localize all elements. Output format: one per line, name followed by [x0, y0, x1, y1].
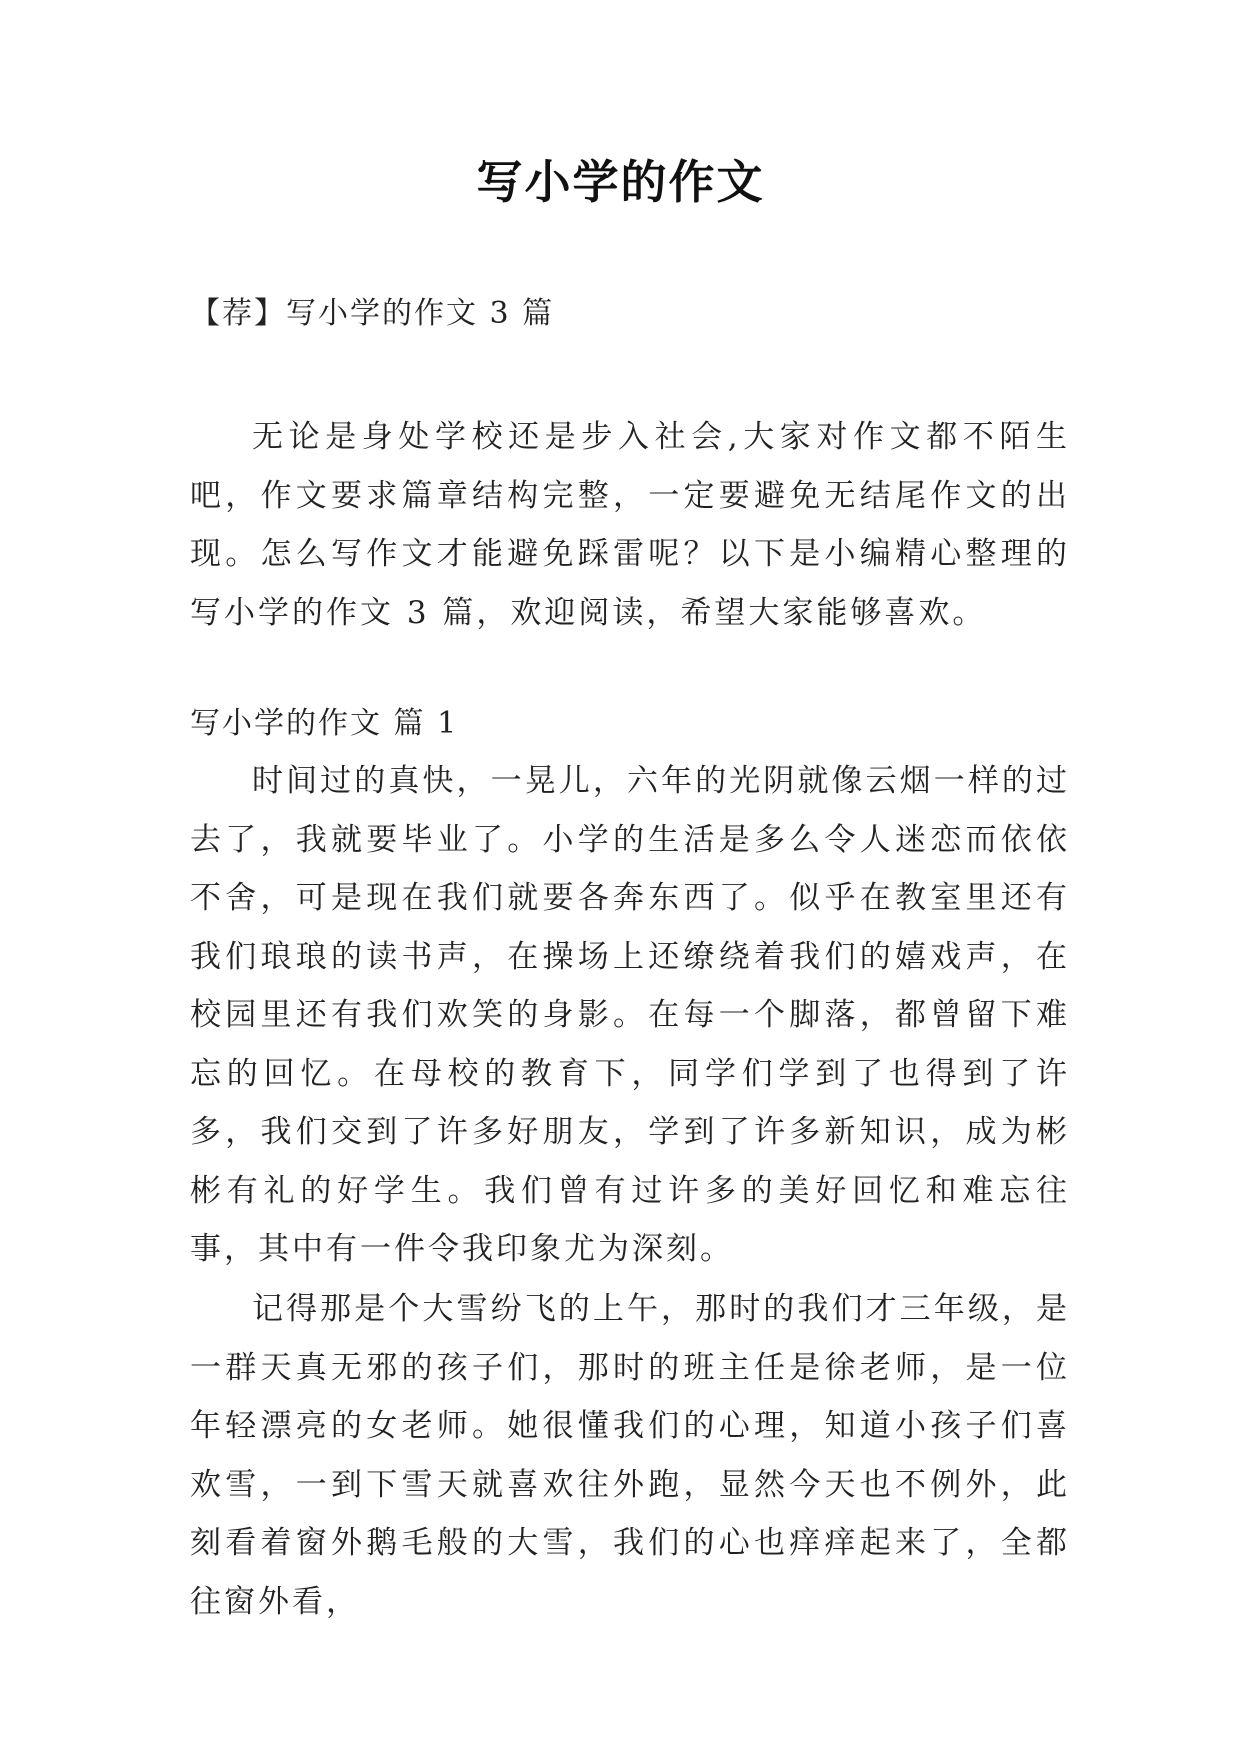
body-paragraph: 记得那是个大雪纷飞的上午，那时的我们才三年级，是一群天真无邪的孩子们，那时的班主任是徐老师，是一位年轻漂亮的女老师。她很懂我们的心理，知道小孩子们喜欢雪，一到下雪天就喜欢往外跑，显然今天也不例外，此刻看着窗外鹅毛般的大雪，我们的心也痒痒起来了，全都往窗外看， — [190, 1291, 1070, 1620]
body-paragraph: 时间过的真快，一晃儿，六年的光阴就像云烟一样的过去了，我就要毕业了。小学的生活是多么令人迷恋而依依不舍，可是现在我们就要各奔东西了。似乎在教室里还有我们琅琅的读书声，在操场上还缭绕着我们的嬉戏声，在校园里还有我们欢笑的身影。在每一个脚落，都曾留下难忘的回忆。在母校的教育下，同学们学到了也得到了许多，我们交到了许多好朋友，学到了许多新知识，成为彬彬有礼的好学生。我们曾有过许多的美好回忆和难忘往事，其中有一件令我印象尤为深刻。 — [190, 763, 1070, 1267]
intro-paragraph: 无论是身处学校还是步入社会,大家对作文都不陌生吧，作文要求篇章结构完整，一定要避免无结尾作文的出现。怎么写作文才能避免踩雷呢？以下是小编精心整理的写小学的作文 3 篇，欢迎阅读，希望大家能够喜欢。 — [190, 419, 1070, 631]
document-subtitle: 【荐】写小学的作文 3 篇 — [190, 296, 555, 331]
section-heading: 写小学的作文 篇 1 — [190, 706, 459, 741]
document-title: 写小学的作文 — [476, 155, 765, 209]
